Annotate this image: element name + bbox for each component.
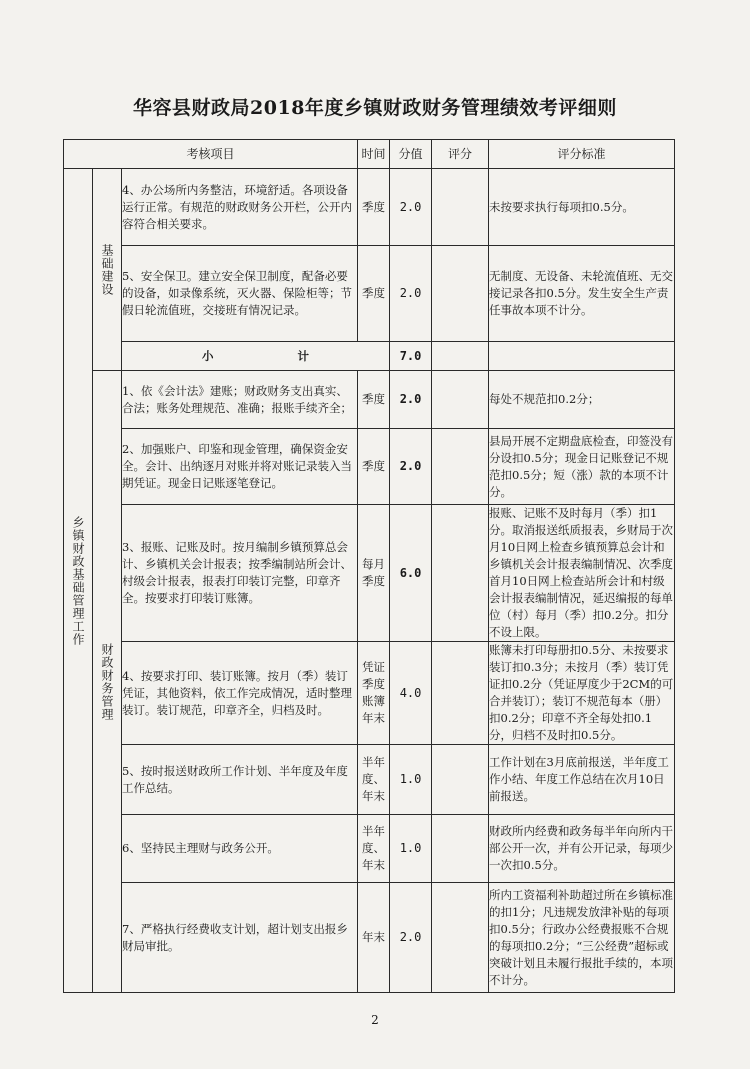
- subtotal-label: 小 计: [122, 342, 390, 371]
- row-item: 1、依《会计法》建账；财政财务支出真实、合法；账务处理规范、准确；报账手续齐全；: [122, 371, 358, 429]
- row-time: 季度: [358, 371, 390, 429]
- row-time: 每月季度: [358, 505, 390, 642]
- row-score: [432, 745, 489, 815]
- row-standard: 未按要求执行每项扣0.5分。: [489, 169, 675, 246]
- table-row: [64, 883, 675, 993]
- row-item: 4、按要求打印、装订账簿。按月（季）装订凭证，其他资料，依工作完成情况，适时整理装订。装订规范，印章齐全，归档及时。: [122, 642, 358, 745]
- row-value: 2.0: [390, 169, 432, 246]
- row-time: 季度: [358, 169, 390, 246]
- table-row: [64, 246, 675, 342]
- row-score: [432, 371, 489, 429]
- header-score: 评分: [432, 140, 489, 169]
- row-item: 5、按时报送财政所工作计划、半年度及年度工作总结。: [122, 745, 358, 815]
- row-standard: 每处不规范扣0.2分；: [489, 371, 675, 429]
- subtotal-row: [64, 342, 675, 371]
- row-standard: 报账、记账不及时每月（季）扣1分。取消报送纸质报表，乡财局于次月10日网上检查乡镇预算总会计和乡镇机关会计报表编制情况、次季度首月10日网上检查站所会计和村级会计报表编制情况，延迟编报的每单位（村）每月（季）扣0.2分。扣分不设上限。: [489, 505, 675, 642]
- row-score: [432, 815, 489, 883]
- table-row: [64, 642, 675, 745]
- subtotal-standard: [489, 342, 675, 371]
- category-main-cell: [64, 169, 93, 993]
- category-main: 乡镇财政基础管理工作: [71, 515, 85, 646]
- row-score: [432, 883, 489, 993]
- row-value: 6.0: [390, 505, 432, 642]
- subtotal-value: 7.0: [390, 342, 432, 371]
- category-infra: 基础建设: [100, 243, 114, 296]
- row-item: 3、报账、记账及时。按月编制乡镇预算总会计、乡镇机关会计报表；按季编制站所会计、村级会计报表，报表打印装订完整，印章齐全。按要求打印装订账簿。: [122, 505, 358, 642]
- table-row: [64, 169, 675, 246]
- category-infra-cell: [93, 169, 122, 371]
- row-standard: 所内工资福利补助超过所在乡镇标准的扣1分；凡违规发放津补贴的每项扣0.5分；行政办公经费报账不合规的每项扣0.2分；“三公经费”超标或突破计划且未履行报批手续的，本项不计分。: [489, 883, 675, 993]
- table-row: [64, 505, 675, 642]
- row-value: 1.0: [390, 815, 432, 883]
- row-time: 季度: [358, 246, 390, 342]
- row-value: 2.0: [390, 246, 432, 342]
- row-standard: 县局开展不定期盘底检查，印签没有分设扣0.5分；现金日记账登记不规范扣0.5分；短（涨）款的本项不计分。: [489, 429, 675, 505]
- table-header-row: [64, 140, 675, 169]
- row-time: 半年度、年末: [358, 815, 390, 883]
- table-row: [64, 371, 675, 429]
- row-value: 4.0: [390, 642, 432, 745]
- row-standard: 无制度、无设备、未轮流值班、无交接记录各扣0.5分。发生安全生产责任事故本项不计分。: [489, 246, 675, 342]
- row-item: 7、严格执行经费收支计划，超计划支出报乡财局审批。: [122, 883, 358, 993]
- row-score: [432, 246, 489, 342]
- table-row: [64, 745, 675, 815]
- row-score: [432, 505, 489, 642]
- table-row: [64, 429, 675, 505]
- page-number: 2: [371, 1013, 379, 1027]
- row-score: [432, 169, 489, 246]
- category-finance: 财政财务管理: [100, 642, 114, 721]
- row-value: 2.0: [390, 429, 432, 505]
- row-standard: 财政所内经费和政务每半年向所内干部公开一次，并有公开记录，每项少一次扣0.5分。: [489, 815, 675, 883]
- row-value: 2.0: [390, 883, 432, 993]
- header-value: 分值: [390, 140, 432, 169]
- row-score: [432, 642, 489, 745]
- row-standard: 工作计划在3月底前报送，半年度工作小结、年度工作总结在次月10日前报送。: [489, 745, 675, 815]
- row-item: 5、安全保卫。建立安全保卫制度，配备必要的设备，如录像系统，灭火器、保险柜等；节假日轮流值班，交接班有情况记录。: [122, 246, 358, 342]
- header-standard: 评分标准: [489, 140, 675, 169]
- row-time: 年末: [358, 883, 390, 993]
- row-time: 凭证季度账簿年末: [358, 642, 390, 745]
- page-title: 华容县财政局2018年度乡镇财政财务管理绩效考评细则: [133, 97, 617, 119]
- row-item: 2、加强账户、印鉴和现金管理，确保资金安全。会计、出纳逐月对账并将对账记录装入当期凭证。现金日记账逐笔登记。: [122, 429, 358, 505]
- row-item: 6、坚持民主理财与政务公开。: [122, 815, 358, 883]
- assessment-table: [63, 139, 675, 993]
- row-value: 1.0: [390, 745, 432, 815]
- table-row: [64, 815, 675, 883]
- row-time: 季度: [358, 429, 390, 505]
- row-time: 半年度、年末: [358, 745, 390, 815]
- category-finance-cell: [93, 371, 122, 993]
- header-item: 考核项目: [64, 140, 358, 169]
- subtotal-score: [432, 342, 489, 371]
- row-standard: 账簿未打印每册扣0.5分、未按要求装订扣0.3分；未按月（季）装订凭证扣0.2分（凭证厚度少于2CM的可合并装订）；装订不规范每本（册）扣0.2分；印章不齐全每处扣0.1分，归档不及时扣0.5分。: [489, 642, 675, 745]
- header-time: 时间: [358, 140, 390, 169]
- row-score: [432, 429, 489, 505]
- row-item: 4、办公场所内务整洁，环境舒适。各项设备运行正常。有规范的财政财务公开栏，公开内容符合相关要求。: [122, 169, 358, 246]
- row-value: 2.0: [390, 371, 432, 429]
